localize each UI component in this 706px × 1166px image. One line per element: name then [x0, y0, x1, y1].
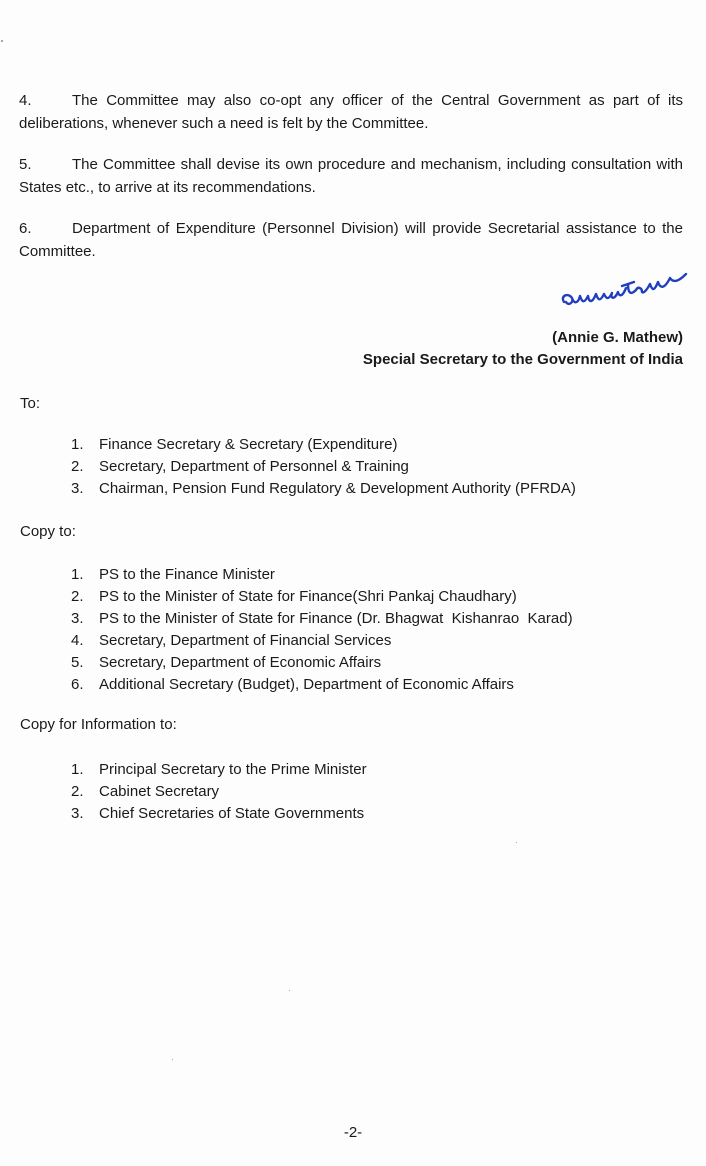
signatory-designation: Special Secretary to the Government of India: [362, 351, 683, 368]
list-item: [71, 674, 573, 696]
list-item: [71, 456, 576, 478]
list-item: [71, 478, 576, 500]
paragraph-number: 4.: [19, 92, 32, 109]
paragraph-text: The Committee may also co-opt any officer of the Central Government as part of its deliberations, whenever such a need is felt by the Committee.: [19, 92, 683, 132]
list-item: [71, 803, 367, 825]
list-item-number: 3.: [71, 805, 84, 822]
list-item-number: 5.: [71, 654, 84, 671]
list-item-text: Secretary, Department of Economic Affairs: [99, 654, 382, 671]
list-item-text: Secretary, Department of Personnel & Training: [99, 458, 409, 475]
list-item-number: 1.: [71, 436, 84, 453]
copy-for-information-heading: Copy for Information to:: [20, 716, 177, 733]
to-heading: To:: [20, 395, 41, 412]
list-item-text: Chairman, Pension Fund Regulatory & Development Authority (PFRDA): [99, 480, 576, 497]
paragraph-4: [19, 89, 683, 135]
list-item: [71, 759, 367, 781]
copy-to-heading: Copy to:: [20, 523, 76, 540]
list-item: [71, 652, 573, 674]
list-item-number: 1.: [71, 761, 84, 778]
list-item-text: Secretary, Department of Financial Services: [99, 632, 392, 649]
list-item-text: Additional Secretary (Budget), Department of Economic Affairs: [99, 676, 514, 693]
paragraph-text: The Committee shall devise its own procedure and mechanism, including consultation with States etc., to arrive at its recommendations.: [19, 156, 683, 196]
list-item-text: PS to the Minister of State for Finance (Dr. Bhagwat Kishanrao Karad): [99, 610, 573, 627]
paragraph-5: [19, 153, 683, 199]
list-item-text: Principal Secretary to the Prime Minister: [99, 761, 367, 778]
list-item-number: 2.: [71, 783, 84, 800]
to-list: [71, 434, 576, 500]
scan-speck: [1, 40, 3, 42]
paragraph-6: [19, 217, 683, 263]
copy-to-list: [71, 564, 573, 696]
list-item-number: 1.: [71, 566, 84, 583]
handwritten-signature: [556, 268, 692, 316]
signatory-name: (Annie G. Mathew): [552, 329, 683, 346]
list-item-text: Cabinet Secretary: [99, 783, 220, 800]
list-item: [71, 630, 573, 652]
list-item-number: 2.: [71, 588, 84, 605]
list-item-number: 6.: [71, 676, 84, 693]
list-item-text: Chief Secretaries of State Governments: [99, 805, 365, 822]
paragraph-text: Department of Expenditure (Personnel Division) will provide Secretarial assistance to the Committee.: [19, 220, 683, 260]
list-item-number: 3.: [71, 480, 84, 497]
list-item: [71, 608, 573, 630]
list-item-text: PS to the Finance Minister: [99, 566, 275, 583]
list-item: [71, 781, 367, 803]
scan-speck: [172, 1059, 173, 1060]
list-item: [71, 586, 573, 608]
scan-speck: [289, 990, 290, 991]
list-item: [71, 434, 576, 456]
page-number: -2-: [343, 1124, 363, 1141]
list-item-number: 4.: [71, 632, 84, 649]
list-item-text: Finance Secretary & Secretary (Expenditure): [99, 436, 398, 453]
paragraph-number: 5.: [19, 156, 32, 173]
paragraph-number: 6.: [19, 220, 32, 237]
copy-for-information-list: [71, 759, 367, 825]
list-item-number: 3.: [71, 610, 84, 627]
scan-speck: [516, 842, 517, 843]
list-item-text: PS to the Minister of State for Finance(Shri Pankaj Chaudhary): [99, 588, 517, 605]
list-item: [71, 564, 573, 586]
list-item-number: 2.: [71, 458, 84, 475]
